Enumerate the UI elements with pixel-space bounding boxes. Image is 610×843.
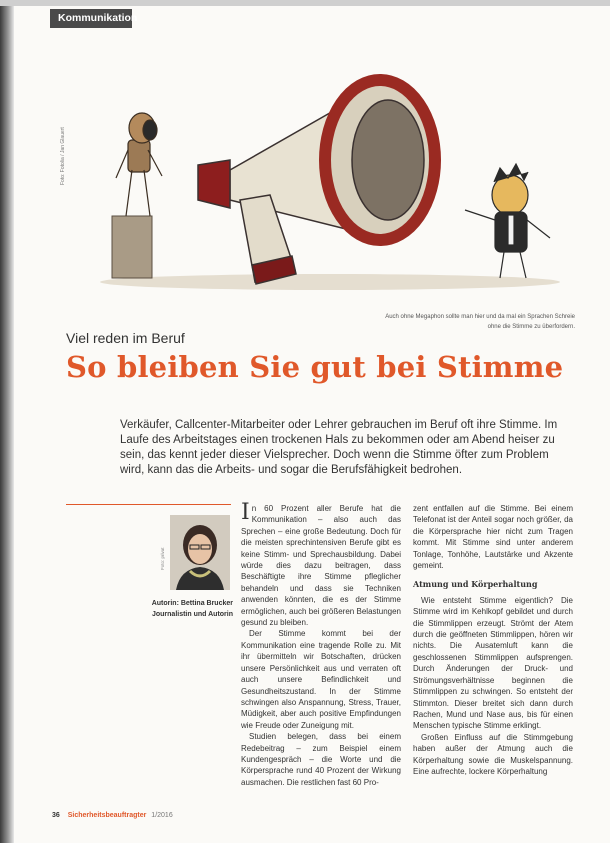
author-info <box>118 598 233 620</box>
paragraph <box>241 500 401 628</box>
photo-credit: Foto: Fotolia / Jan Glauert <box>60 127 66 185</box>
page-number: 36 <box>52 812 60 819</box>
magazine-name: Sicherheitsbeauftragter <box>67 812 147 819</box>
author-divider <box>66 504 231 505</box>
scan-edge-shadow <box>0 0 14 843</box>
author-photo-credit: Foto: privat <box>160 547 165 570</box>
drop-cap: I <box>241 500 250 525</box>
paragraph: Großen Einfluss auf die Stimmgebung haben außer der Atmung auch die Körperhaltung sowie die Muskelspannung. Eine aufrechte, lockere Körperhaltung <box>413 732 573 776</box>
subheading: Atmung und Körperhaltung <box>413 579 538 590</box>
body-column-1 <box>241 500 401 788</box>
issue-number: 1/2016 <box>151 812 173 819</box>
paragraph: Wie entsteht Stimme eigentlich? Die Stimme wird im Kehlkopf gebildet und durch die Stimmlippen erzeugt. Strömt der Atem durch die geöffneten Stimmlippen, hören wir nichts. Die Ausatemluft kann die geschlossenen Stimmlippen aufsprengen. Durch Änderungen der Druck- und Strömungsverhältnisse beginnen die Stimmlippen zu schwingen. So entsteht der Stimmton. Dieser breitet sich dann durch Rachen, Mund und Nase aus, bis für einen Menschen typische Stimme erklingt. <box>413 595 573 731</box>
author-photo <box>170 515 230 590</box>
article-lead: Verkäufer, Callcenter-Mitarbeiter oder Lehrer gebrauchen im Beruf oft ihre Stimme. Im Laufe des Arbeitstages einen trockenen Hals zu bekommen oder am Abend heiser zu sein, das kennt jeder dieser Vielsprecher. Doch wenn die Stimme öfter zum Problem wird, kann das die Arbeits- und sogar die Berufsfähigkeit bedrohen. <box>120 419 558 476</box>
megaphone-cartoon-image <box>80 60 580 310</box>
page-footer <box>52 812 173 819</box>
author-role: Journalistin und Autorin <box>151 611 233 618</box>
article-headline: So bleiben Sie gut bei Stimme <box>66 350 564 384</box>
paragraph: Studien belegen, dass bei einem Redebeitrag – zum Beispiel einem Kundengespräch – die Worte und die Körpersprache rund 40 Prozent der Wirkung ausmachen. Die restlichen fast 60 Pro- <box>241 732 401 787</box>
caption-line-1: Auch ohne Megaphon sollte man hier und da mal ein Sprachen Schreie <box>385 314 575 320</box>
article-kicker: Viel reden im Beruf <box>66 330 185 346</box>
body-column-2 <box>413 503 573 777</box>
section-label: Kommunikation <box>50 9 132 28</box>
megaphone-illustration <box>80 60 580 310</box>
author-label: Autorin: Bettina Brucker <box>151 600 233 607</box>
scan-top-edge <box>0 0 610 6</box>
caption-line-2: ohne die Stimme zu überfordern. <box>487 324 575 330</box>
paragraph: Der Stimme kommt bei der Kommunikation eine tragende Rolle zu. Mit ihr übermitteln wir Botschaften, drücken unsere Persönlichkeit aus und verraten oft auch unsere Befindlichkeit und Gesundheitszustand. In der Stimme schwingen also Anspannung, Stress, Trauer, Müdigkeit, aber auch positive Empfindungen wie Freude oder Zuneigung mit. <box>241 629 401 730</box>
paragraph: zent entfallen auf die Stimme. Bei einem Telefonat ist der Anteil sogar noch größer, da die Körpersprache hier nicht zum Tragen kommt. Mit Stimme sind unter anderem Tonlage, Tonhöhe, Lautstärke und Akzente gemeint. <box>413 504 573 571</box>
author-portrait-image <box>170 515 230 590</box>
illustration-caption <box>300 312 575 332</box>
paragraph-text: n 60 Prozent aller Berufe hat die Kommunikation – also auch das Sprechen – eine große Bedeutung. Doch für die meisten sprechintensiven Berufe gibt es keine Stimm- und Sprechausbildung. Dabei würde dies dazu beitragen, dass Beschäftigte ihre Stimme pfleglicher behandeln und dass sie Techniken anwenden könnten, die es der Stimme ermöglichen, auch bei größeren Belastungen gesund zu bleiben. <box>241 504 401 628</box>
